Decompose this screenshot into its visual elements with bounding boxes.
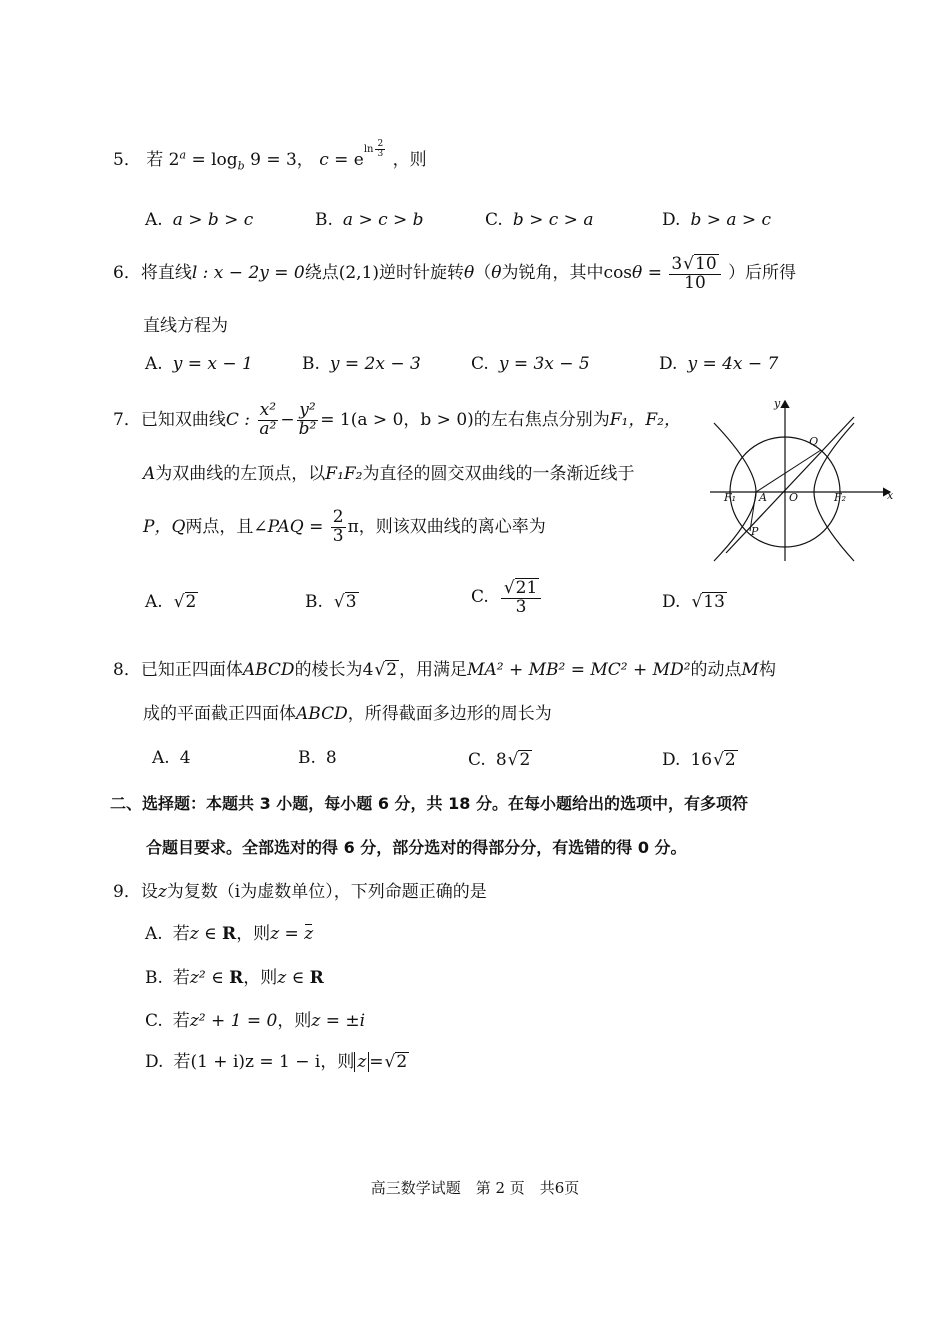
q6-fraction: $\frac{3√10}{10}$ bbox=[669, 254, 720, 293]
segment-aq bbox=[756, 450, 821, 492]
point-o-label: O bbox=[789, 491, 799, 504]
q6-math: 10 bbox=[684, 272, 706, 293]
option-label: B. bbox=[305, 592, 323, 612]
option-text: 3 bbox=[345, 592, 357, 612]
option-label: A. bbox=[145, 924, 163, 944]
q5-number: 5． bbox=[113, 150, 141, 171]
point-f1-label: F₁ bbox=[724, 491, 737, 504]
q7-math: b² bbox=[298, 418, 317, 439]
q6-option-c bbox=[471, 356, 590, 373]
q7-stem-line3 bbox=[143, 509, 546, 546]
option-text: 若 bbox=[173, 1052, 191, 1072]
option-text: a > b > c bbox=[172, 210, 254, 230]
option-text: z bbox=[304, 924, 314, 944]
q6-math: θ bbox=[491, 262, 502, 283]
q8-math: 4 bbox=[362, 660, 374, 680]
point-a-label: A bbox=[759, 491, 767, 504]
q9-text: 为虚数单位），下列命题正确的是 bbox=[240, 882, 487, 902]
option-text: 若 bbox=[172, 924, 190, 944]
option-text: y = x − 1 bbox=[172, 354, 253, 374]
option-text: z ∈ bbox=[189, 924, 223, 944]
q9-text: 设 bbox=[140, 882, 158, 902]
option-label: D. bbox=[662, 750, 681, 770]
option-text: R bbox=[229, 968, 244, 988]
option-label: C. bbox=[468, 750, 486, 770]
q5-math: b bbox=[237, 159, 245, 173]
option-label: B. bbox=[315, 210, 333, 230]
option-text: b > c > a bbox=[512, 210, 594, 230]
option-text: 16 bbox=[690, 750, 713, 770]
q7-math: ∠PAQ = bbox=[253, 516, 324, 537]
q9-option-b bbox=[145, 970, 324, 987]
q8-option-c: C. 8√2 bbox=[468, 750, 531, 770]
option-label: B. bbox=[302, 354, 320, 374]
option-fraction: $\frac{√21}{3}$ bbox=[501, 578, 541, 617]
q7-math: F₁F₂ bbox=[325, 464, 363, 484]
option-text: y = 2x − 3 bbox=[329, 354, 421, 374]
option-text: z² + 1 = 0 bbox=[189, 1011, 278, 1031]
q7-option-a: A. √2 bbox=[145, 592, 197, 612]
q9-math: z bbox=[157, 882, 167, 902]
q7-text: 两点，且 bbox=[185, 516, 254, 537]
q8-option-b bbox=[298, 750, 337, 767]
q5-math: c bbox=[319, 150, 329, 171]
q8-math: M bbox=[741, 660, 759, 680]
q6-math: 10 bbox=[695, 254, 717, 274]
option-label: D. bbox=[145, 1052, 164, 1072]
option-text: z² ∈ bbox=[189, 968, 230, 988]
option-text: ，则 bbox=[236, 924, 271, 944]
q8-number: 8． bbox=[113, 660, 141, 680]
q8-math: ABCD bbox=[296, 704, 348, 724]
q7-math: C : bbox=[225, 409, 250, 430]
section2-heading-line2: 合题目要求。全部选对的得 6 分，部分选对的得部分分，有选错的得 0 分。 bbox=[146, 838, 687, 857]
q7-math: a² bbox=[259, 418, 277, 439]
q5-math: = log bbox=[191, 150, 238, 171]
q9-stem bbox=[113, 884, 487, 901]
q9-option-c bbox=[145, 1013, 365, 1030]
q5-option-d bbox=[662, 212, 771, 229]
q8-text: 成的平面截正四面体 bbox=[143, 704, 296, 724]
option-text: z bbox=[354, 1052, 369, 1072]
q7-math: 3 bbox=[332, 525, 344, 546]
q6-text: ）后所得 bbox=[728, 262, 797, 283]
q5-text: 若 bbox=[146, 150, 164, 171]
q5-exponent: ln bbox=[363, 144, 374, 156]
option-text: z = bbox=[270, 924, 299, 944]
q7-math: P，Q bbox=[143, 516, 186, 537]
option-text: 8 bbox=[325, 748, 337, 768]
option-text: 8 bbox=[495, 750, 507, 770]
option-text: 3 bbox=[515, 596, 527, 617]
option-text: z = ±i bbox=[311, 1011, 366, 1031]
q7-stem-line1 bbox=[113, 402, 681, 439]
q8-option-d: D. 16√2 bbox=[662, 750, 736, 770]
q5-math: 9 = 3， bbox=[250, 150, 314, 171]
option-text: ，则 bbox=[277, 1011, 312, 1031]
option-text: = bbox=[369, 1052, 384, 1072]
q8-stem-line1: 8．已知正四面体ABCD的棱长为4√2 ，用满足MA² + MB² = MC² + MD²的动点M构 bbox=[113, 660, 776, 680]
q6-math: l : x − 2y = 0 bbox=[191, 262, 305, 283]
q9-text: 为复数（ bbox=[166, 882, 235, 902]
q8-text: 的动点 bbox=[690, 660, 742, 680]
x-label: x bbox=[887, 489, 894, 502]
option-text: 21 bbox=[515, 578, 538, 598]
q7-option-d: D. √13 bbox=[662, 592, 725, 612]
q6-text: （ bbox=[474, 262, 492, 283]
option-text: 13 bbox=[703, 592, 725, 612]
q6-text: 为锐角，其中 bbox=[501, 262, 604, 283]
q7-math: y² bbox=[299, 400, 316, 420]
q8-option-a bbox=[152, 750, 191, 767]
option-text: y = 3x − 5 bbox=[498, 354, 590, 374]
option-label: D. bbox=[662, 592, 681, 612]
q7-fraction-angle bbox=[331, 509, 346, 546]
section2-heading: 二、选择题：本题共 3 小题，每小题 6 分，共 18 分。在每小题给出的选项中，有多项符 bbox=[110, 794, 748, 813]
q7-fraction-y bbox=[297, 402, 319, 439]
q7-math: x² bbox=[259, 400, 277, 420]
q7-text: ，则该双曲线的离心率为 bbox=[358, 516, 546, 537]
option-text: (1 + i)z = 1 − i bbox=[190, 1052, 321, 1072]
option-text: 2 bbox=[396, 1052, 408, 1072]
q6-number: 6． bbox=[113, 262, 141, 283]
q7-text: 的左右焦点分别为 bbox=[473, 409, 610, 430]
option-label: B. bbox=[298, 748, 316, 768]
q6-text: 绕点 bbox=[304, 262, 339, 283]
q5-math: 2 bbox=[168, 150, 180, 171]
option-label: D. bbox=[662, 210, 681, 230]
option-text: 若 bbox=[172, 968, 190, 988]
y-label: y bbox=[774, 397, 781, 410]
q8-math: ABCD bbox=[242, 660, 295, 680]
option-text: ，则 bbox=[243, 968, 278, 988]
q7-text: 已知双曲线 bbox=[140, 409, 226, 430]
q6-stem bbox=[113, 254, 796, 293]
q5-stem bbox=[113, 139, 427, 173]
option-label: C. bbox=[485, 210, 503, 230]
option-label: C. bbox=[145, 1011, 163, 1031]
option-label: A. bbox=[145, 210, 163, 230]
point-q-label: Q bbox=[809, 435, 819, 448]
option-label: B. bbox=[145, 968, 163, 988]
q5-math: a bbox=[179, 148, 187, 162]
page-footer: 高三数学试题 第 2 页 共6页 bbox=[370, 1179, 580, 1197]
q8-text: 构 bbox=[758, 660, 776, 680]
option-text: z ∈ bbox=[277, 968, 310, 988]
q6-math: = bbox=[647, 262, 662, 283]
q6-math: cos bbox=[603, 262, 633, 283]
q7-text: 为双曲线的左顶点，以 bbox=[155, 464, 326, 484]
option-label: D. bbox=[659, 354, 678, 374]
q7-text: 为直径的圆交双曲线的一条渐近线于 bbox=[362, 464, 635, 484]
q6-text: 逆时针旋转 bbox=[379, 262, 465, 283]
q8-math: MA² + MB² = MC² + MD² bbox=[467, 660, 691, 680]
option-text: 2 bbox=[185, 592, 197, 612]
q8-math: 2 bbox=[386, 660, 398, 680]
q8-text: 已知正四面体 bbox=[140, 660, 243, 680]
point-f2-label: F₂ bbox=[834, 491, 847, 504]
option-text: 2 bbox=[519, 750, 531, 770]
q7-hyperbola-figure bbox=[704, 395, 900, 565]
q9-math: i bbox=[234, 882, 241, 902]
option-label: A. bbox=[145, 354, 163, 374]
q5-math: = e bbox=[334, 150, 364, 171]
q5-option-c bbox=[485, 212, 593, 229]
q7-math: 2 bbox=[332, 507, 344, 527]
q7-math: π bbox=[347, 516, 359, 537]
q6-option-b bbox=[302, 356, 421, 373]
q8-text: ，所得截面多边形的周长为 bbox=[347, 704, 552, 724]
option-text: y = 4x − 7 bbox=[687, 354, 779, 374]
option-text: 4 bbox=[179, 748, 191, 768]
option-text: ，则 bbox=[320, 1052, 355, 1072]
q5-option-a bbox=[145, 212, 253, 229]
option-text: 若 bbox=[172, 1011, 190, 1031]
q7-fraction-x bbox=[257, 402, 278, 439]
option-text: a > c > b bbox=[342, 210, 424, 230]
q7-math: A bbox=[143, 464, 156, 484]
q8-text: 的棱长为 bbox=[294, 660, 363, 680]
q7-stem-line2 bbox=[143, 466, 635, 483]
q6-stem-line2: 直线方程为 bbox=[143, 316, 228, 336]
q7-math: = 1(a > 0，b > 0) bbox=[320, 409, 474, 430]
q9-number: 9． bbox=[113, 882, 141, 902]
q7-math: F₁，F₂， bbox=[609, 409, 681, 430]
option-text: R bbox=[309, 968, 324, 988]
q9-option-d: D. 若(1 + i)z = 1 − i，则 z =√2 bbox=[145, 1052, 408, 1072]
q6-math: (2,1) bbox=[338, 262, 380, 283]
option-text: b > a > c bbox=[690, 210, 772, 230]
q8-text: ，用满足 bbox=[399, 660, 468, 680]
q6-option-a bbox=[145, 356, 253, 373]
q5-exponent: 2 bbox=[377, 139, 384, 149]
option-label: A. bbox=[152, 748, 170, 768]
option-label: C. bbox=[471, 354, 489, 374]
option-text: R bbox=[222, 924, 237, 944]
q5-option-b bbox=[315, 212, 424, 229]
q6-math: 3 bbox=[671, 254, 683, 274]
q6-option-d bbox=[659, 356, 778, 373]
q7-number: 7． bbox=[113, 409, 141, 430]
point-p-label: P bbox=[751, 525, 759, 538]
option-text: 2 bbox=[724, 750, 736, 770]
q7-option-c bbox=[471, 578, 543, 617]
option-label: C. bbox=[471, 586, 489, 607]
q5-text: ，则 bbox=[392, 150, 427, 171]
q9-option-a bbox=[145, 926, 313, 943]
q6-math: θ bbox=[464, 262, 475, 283]
q6-text: 将直线 bbox=[140, 262, 192, 283]
q8-stem-line2 bbox=[143, 706, 552, 723]
q5-exponent: 3 bbox=[377, 149, 384, 160]
option-label: A. bbox=[145, 592, 163, 612]
q6-math: θ bbox=[632, 262, 643, 283]
q7-math: − bbox=[280, 409, 295, 430]
q7-option-b: B. √3 bbox=[305, 592, 357, 612]
